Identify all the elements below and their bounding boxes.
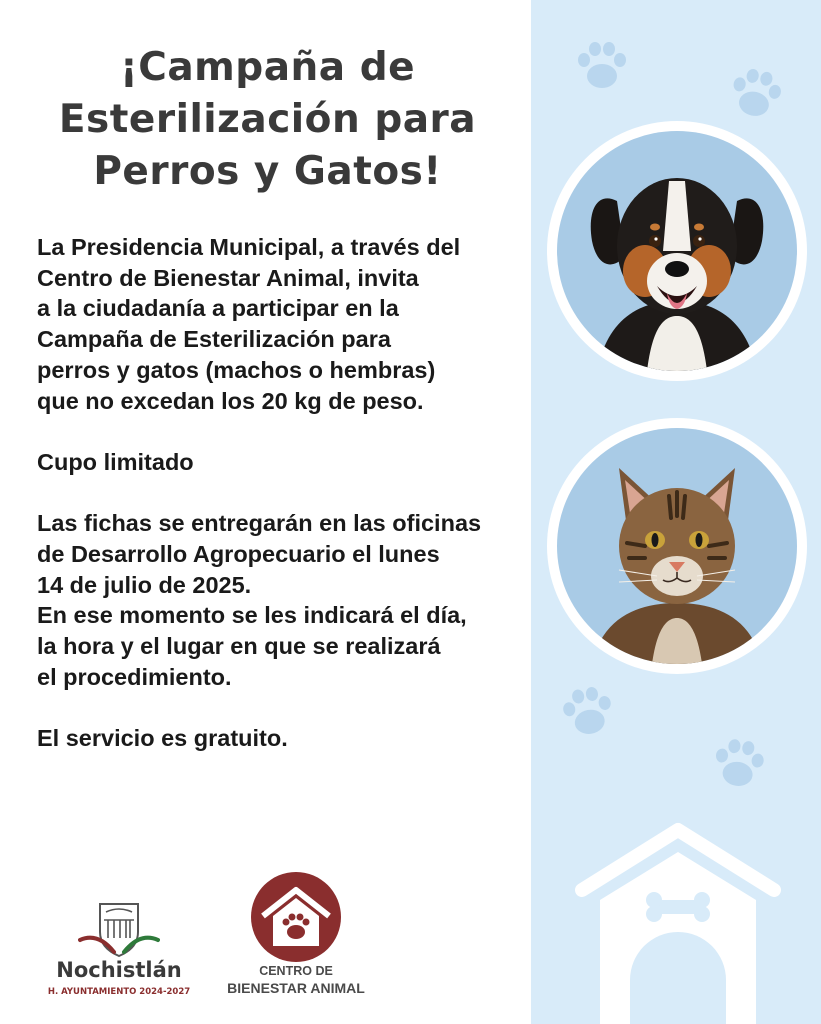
body-line: a la ciudadanía a participar en la bbox=[37, 295, 399, 322]
cat-photo-background bbox=[557, 428, 797, 664]
body-line: Campaña de Esterilización para bbox=[37, 326, 391, 353]
body-line: Centro de Bienestar Animal, invita bbox=[37, 264, 419, 291]
dog-photo-frame bbox=[547, 121, 807, 381]
municipality-logo bbox=[44, 900, 194, 1005]
title-line-2: Esterilización para bbox=[58, 97, 477, 142]
dog-house-icon bbox=[570, 820, 786, 1024]
paragraph-gap bbox=[37, 478, 527, 509]
body-line: Las fichas se entregarán en las oficinas bbox=[37, 510, 482, 537]
dog-photo-background bbox=[557, 131, 797, 371]
paw-icon bbox=[728, 66, 784, 122]
house-paw-logo bbox=[249, 872, 343, 962]
limited-spots-text: Cupo limitado bbox=[37, 448, 194, 475]
free-service-text: El servicio es gratuito. bbox=[37, 725, 288, 752]
body-line: la hora y el lugar en que se realizará bbox=[37, 633, 441, 660]
title-line-3: Perros y Gatos! bbox=[93, 149, 442, 194]
animal-center-line-1: CENTRO DE bbox=[259, 964, 333, 978]
body-line: el procedimiento. bbox=[37, 663, 232, 690]
title-line-1: ¡Campaña de bbox=[119, 45, 416, 90]
body-line: de Desarrollo Agropecuario el lunes bbox=[37, 541, 440, 567]
paw-icon bbox=[560, 684, 616, 740]
dog-photo bbox=[557, 131, 797, 371]
body-line: 14 de julio de 2025. bbox=[37, 571, 252, 598]
body-line: que no excedan los 20 kg de peso. bbox=[37, 387, 424, 414]
campaign-description bbox=[37, 232, 527, 754]
animal-center-logo bbox=[216, 872, 376, 1002]
campaign-title bbox=[20, 42, 515, 198]
paw-icon bbox=[710, 736, 768, 792]
paw-icon bbox=[574, 40, 630, 92]
paragraph-gap bbox=[37, 416, 527, 447]
body-line: perros y gatos (machos o hembras) bbox=[37, 356, 436, 383]
paragraph-gap bbox=[37, 693, 527, 724]
municipal-seal-logo bbox=[78, 902, 160, 958]
municipality-name: Nochistlán bbox=[56, 958, 182, 982]
animal-center-line-2: BIENESTAR ANIMAL bbox=[227, 980, 365, 996]
cat-photo bbox=[557, 428, 797, 664]
municipality-subtitle: H. AYUNTAMIENTO 2024-2027 bbox=[47, 987, 191, 997]
body-line: En ese momento se les indicará el día, bbox=[37, 602, 467, 629]
cat-photo-frame bbox=[547, 418, 807, 674]
body-line: La Presidencia Municipal, a través del bbox=[37, 234, 461, 260]
